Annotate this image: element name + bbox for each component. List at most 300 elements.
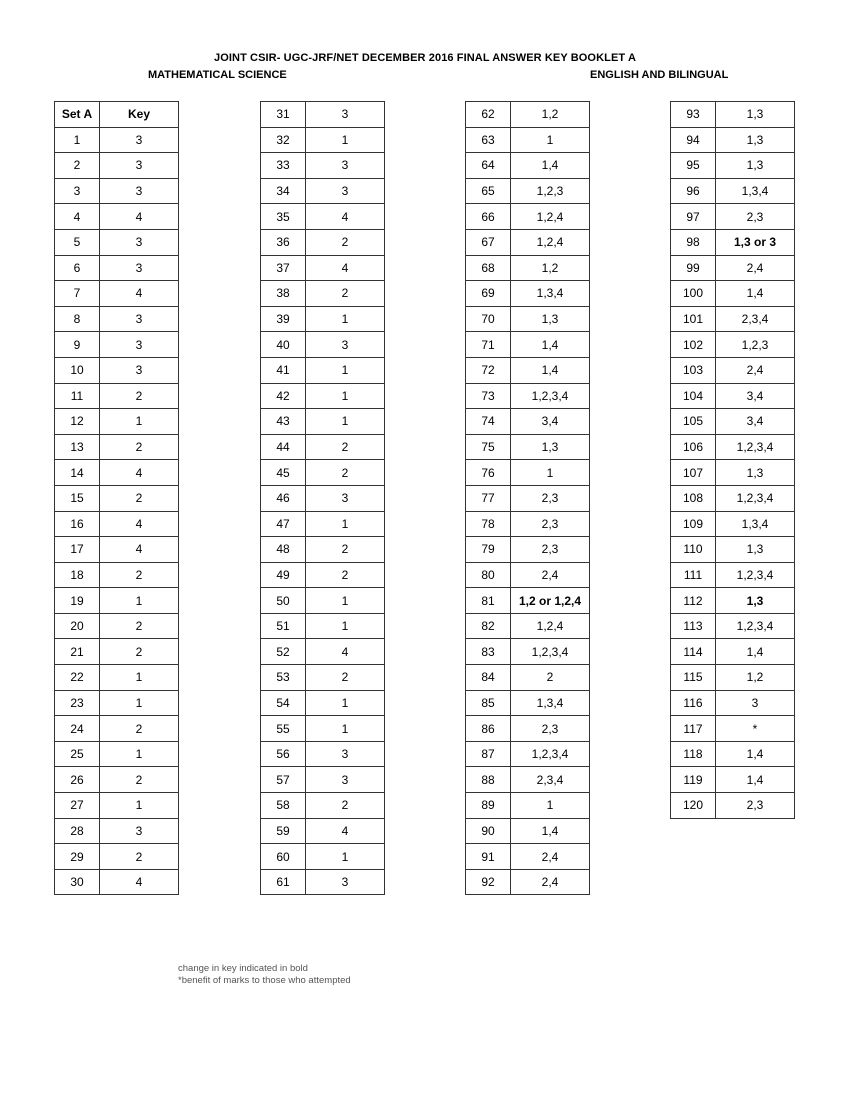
answer-key: 2 (306, 281, 385, 307)
table-row (466, 255, 590, 281)
answer-key: 3 (100, 357, 179, 383)
answer-key: 1 (100, 793, 179, 819)
answer-key: 2,3 (511, 511, 590, 537)
answer-key: 4 (100, 869, 179, 895)
answer-key: 1,2,3,4 (511, 383, 590, 409)
answer-key: 1,3 (511, 306, 590, 332)
question-number: 83 (466, 639, 511, 665)
table-row (55, 767, 179, 793)
answer-key: 1,2 (716, 665, 795, 691)
question-number: 54 (261, 690, 306, 716)
table-row (466, 204, 590, 230)
answer-key: 3,4 (716, 383, 795, 409)
table-row (671, 613, 795, 639)
table-row (55, 613, 179, 639)
question-number: 15 (55, 485, 100, 511)
answer-key: 4 (100, 460, 179, 486)
table-row (671, 511, 795, 537)
question-number: 57 (261, 767, 306, 793)
table-row (466, 690, 590, 716)
table-row (55, 511, 179, 537)
question-number: 90 (466, 818, 511, 844)
question-number: 73 (466, 383, 511, 409)
table-row (261, 869, 385, 895)
table-row (261, 229, 385, 255)
table-row (466, 511, 590, 537)
table-row (261, 255, 385, 281)
question-number: 91 (466, 844, 511, 870)
table-row (55, 639, 179, 665)
question-number: 97 (671, 204, 716, 230)
question-number: 101 (671, 306, 716, 332)
answer-key: 2 (100, 767, 179, 793)
answer-key: 3 (306, 741, 385, 767)
table-row (671, 357, 795, 383)
table-row (671, 332, 795, 358)
question-number: 21 (55, 639, 100, 665)
question-number: 67 (466, 229, 511, 255)
table-row (55, 204, 179, 230)
answer-key: 3 (306, 767, 385, 793)
answer-key: 1,3,4 (716, 178, 795, 204)
question-number: 36 (261, 229, 306, 255)
answer-key: 1 (100, 588, 179, 614)
question-number: 87 (466, 741, 511, 767)
table-row (466, 383, 590, 409)
answer-key: 2 (306, 793, 385, 819)
table-row (466, 332, 590, 358)
question-number: 110 (671, 537, 716, 563)
question-number: 7 (55, 281, 100, 307)
table-row (466, 229, 590, 255)
question-number: 49 (261, 562, 306, 588)
answer-key: 3 (100, 127, 179, 153)
table-row (261, 127, 385, 153)
answer-key: 1,2,3,4 (511, 639, 590, 665)
set-header: Set A (55, 102, 100, 128)
question-number: 120 (671, 793, 716, 819)
table-row (466, 741, 590, 767)
question-number: 103 (671, 357, 716, 383)
table-row (671, 485, 795, 511)
table-row (466, 869, 590, 895)
table-row (671, 639, 795, 665)
table-row (466, 460, 590, 486)
table-row (55, 409, 179, 435)
table-row (671, 102, 795, 128)
question-number: 12 (55, 409, 100, 435)
table-row (671, 690, 795, 716)
table-row (671, 409, 795, 435)
answer-key: 1,3 (716, 588, 795, 614)
table-row (261, 511, 385, 537)
question-number: 27 (55, 793, 100, 819)
answer-key: 1 (306, 306, 385, 332)
question-number: 100 (671, 281, 716, 307)
table-row (261, 767, 385, 793)
answer-key: 1,2,3 (716, 332, 795, 358)
question-number: 59 (261, 818, 306, 844)
question-number: 47 (261, 511, 306, 537)
table-row (466, 153, 590, 179)
table-header-row (55, 102, 179, 128)
table-row (671, 537, 795, 563)
question-number: 37 (261, 255, 306, 281)
question-number: 70 (466, 306, 511, 332)
question-number: 29 (55, 844, 100, 870)
bold-change-note: change in key indicated in bold (178, 963, 308, 974)
footnotes (178, 963, 351, 987)
question-number: 55 (261, 716, 306, 742)
answer-key: 1 (100, 690, 179, 716)
answer-key: 1,3,4 (511, 281, 590, 307)
table-row (466, 434, 590, 460)
table-row (261, 793, 385, 819)
table-row (55, 127, 179, 153)
answer-key: 1,3 (716, 127, 795, 153)
question-number: 78 (466, 511, 511, 537)
table-row (671, 793, 795, 819)
table-row (55, 255, 179, 281)
answer-key: 1,3 (511, 434, 590, 460)
table-row (466, 716, 590, 742)
question-number: 34 (261, 178, 306, 204)
table-row (671, 741, 795, 767)
answer-key: 2,3 (716, 204, 795, 230)
question-number: 14 (55, 460, 100, 486)
question-number: 68 (466, 255, 511, 281)
question-number: 50 (261, 588, 306, 614)
answer-key: 3 (100, 818, 179, 844)
table-row (55, 460, 179, 486)
answer-key-table-4 (670, 101, 795, 819)
table-row (466, 844, 590, 870)
question-number: 89 (466, 793, 511, 819)
answer-key: 1,3,4 (511, 690, 590, 716)
table-row (55, 562, 179, 588)
answer-key: 2,4 (716, 357, 795, 383)
answer-key: 2 (100, 716, 179, 742)
question-number: 19 (55, 588, 100, 614)
question-number: 119 (671, 767, 716, 793)
table-row (261, 306, 385, 332)
table-row (466, 102, 590, 128)
answer-key: 3 (100, 332, 179, 358)
answer-key: 3,4 (511, 409, 590, 435)
answer-key: 2 (306, 562, 385, 588)
question-number: 72 (466, 357, 511, 383)
question-number: 60 (261, 844, 306, 870)
subject-label: MATHEMATICAL SCIENCE (148, 69, 287, 81)
answer-key: 1,4 (716, 767, 795, 793)
question-number: 51 (261, 613, 306, 639)
answer-key: 1 (306, 357, 385, 383)
answer-key: 1,4 (511, 153, 590, 179)
answer-key: 1,3 (716, 460, 795, 486)
benefit-marks-note: *benefit of marks to those who attempted (178, 975, 351, 986)
question-number: 82 (466, 613, 511, 639)
question-number: 22 (55, 665, 100, 691)
answer-key: 1,2 (511, 255, 590, 281)
table-row (466, 588, 590, 614)
table-row (466, 281, 590, 307)
table-row (671, 588, 795, 614)
answer-key: 1,2 (511, 102, 590, 128)
answer-key: 1,3 (716, 102, 795, 128)
table-row (55, 153, 179, 179)
question-number: 35 (261, 204, 306, 230)
answer-key: 1 (306, 844, 385, 870)
question-number: 33 (261, 153, 306, 179)
question-number: 113 (671, 613, 716, 639)
question-number: 102 (671, 332, 716, 358)
question-number: 63 (466, 127, 511, 153)
question-number: 58 (261, 793, 306, 819)
answer-key: 1,4 (511, 818, 590, 844)
answer-key: 1,2,3,4 (716, 613, 795, 639)
answer-key: 2 (306, 229, 385, 255)
answer-key: 1,2,4 (511, 204, 590, 230)
table-row (671, 562, 795, 588)
answer-key: 1,3 (716, 153, 795, 179)
answer-key-table-3 (465, 101, 590, 895)
question-number: 61 (261, 869, 306, 895)
answer-key: 3 (100, 255, 179, 281)
table-row (55, 383, 179, 409)
question-number: 93 (671, 102, 716, 128)
table-row (671, 178, 795, 204)
answer-key: 1 (306, 613, 385, 639)
answer-key: 1 (511, 127, 590, 153)
answer-key: 1,2,3,4 (716, 562, 795, 588)
answer-key: 1,2,4 (511, 613, 590, 639)
table-row (55, 229, 179, 255)
table-row (261, 102, 385, 128)
table-row (55, 869, 179, 895)
answer-key: 3 (306, 332, 385, 358)
question-number: 108 (671, 485, 716, 511)
table-row (55, 690, 179, 716)
answer-key: 2 (100, 434, 179, 460)
answer-key: 3 (306, 485, 385, 511)
table-row (55, 485, 179, 511)
table-row (671, 153, 795, 179)
answer-key: 1,2 or 1,2,4 (511, 588, 590, 614)
answer-key: 1 (306, 383, 385, 409)
answer-key: 2 (100, 383, 179, 409)
table-row (671, 665, 795, 691)
table-row (261, 537, 385, 563)
question-number: 112 (671, 588, 716, 614)
answer-key: 3 (716, 690, 795, 716)
answer-key: 4 (306, 639, 385, 665)
medium-label: ENGLISH AND BILINGUAL (590, 69, 729, 81)
question-number: 16 (55, 511, 100, 537)
table-row (466, 767, 590, 793)
table-row (671, 716, 795, 742)
question-number: 92 (466, 869, 511, 895)
table-row (55, 332, 179, 358)
answer-key: 2 (511, 665, 590, 691)
answer-key: 2 (306, 434, 385, 460)
question-number: 62 (466, 102, 511, 128)
answer-key: 1 (511, 793, 590, 819)
table-row (261, 690, 385, 716)
document-title: JOINT CSIR- UGC-JRF/NET DECEMBER 2016 FINAL ANSWER KEY BOOKLET A (214, 52, 636, 64)
answer-key: 1,4 (511, 357, 590, 383)
answer-key: * (716, 716, 795, 742)
question-number: 24 (55, 716, 100, 742)
question-number: 11 (55, 383, 100, 409)
table-row (671, 127, 795, 153)
question-number: 30 (55, 869, 100, 895)
answer-key: 2,3 (716, 793, 795, 819)
answer-key: 2 (306, 665, 385, 691)
table-row (671, 460, 795, 486)
table-row (261, 562, 385, 588)
question-number: 17 (55, 537, 100, 563)
question-number: 79 (466, 537, 511, 563)
table-row (261, 153, 385, 179)
table-row (261, 588, 385, 614)
answer-key: 2,4 (511, 844, 590, 870)
question-number: 38 (261, 281, 306, 307)
question-number: 105 (671, 409, 716, 435)
table-row (55, 434, 179, 460)
question-number: 80 (466, 562, 511, 588)
answer-key: 1,2,3,4 (511, 741, 590, 767)
question-number: 31 (261, 102, 306, 128)
table-row (671, 306, 795, 332)
answer-key: 1 (100, 665, 179, 691)
question-number: 74 (466, 409, 511, 435)
answer-key: 2,4 (511, 869, 590, 895)
answer-key: 1 (511, 460, 590, 486)
answer-key: 2 (306, 460, 385, 486)
question-number: 76 (466, 460, 511, 486)
answer-key: 3 (100, 178, 179, 204)
question-number: 32 (261, 127, 306, 153)
answer-key: 2 (100, 613, 179, 639)
question-number: 4 (55, 204, 100, 230)
question-number: 39 (261, 306, 306, 332)
question-number: 117 (671, 716, 716, 742)
table-row (261, 485, 385, 511)
answer-key: 4 (100, 281, 179, 307)
question-number: 107 (671, 460, 716, 486)
table-row (466, 818, 590, 844)
answer-key: 2,4 (511, 562, 590, 588)
answer-key: 1 (306, 690, 385, 716)
answer-key: 1 (306, 511, 385, 537)
question-number: 13 (55, 434, 100, 460)
answer-key: 4 (100, 511, 179, 537)
question-number: 66 (466, 204, 511, 230)
table-row (261, 357, 385, 383)
table-row (55, 588, 179, 614)
question-number: 65 (466, 178, 511, 204)
question-number: 40 (261, 332, 306, 358)
answer-key: 4 (306, 204, 385, 230)
question-number: 46 (261, 485, 306, 511)
answer-key: 1,2,4 (511, 229, 590, 255)
answer-key: 3 (100, 229, 179, 255)
answer-key: 2,3,4 (716, 306, 795, 332)
table-row (466, 537, 590, 563)
answer-key: 2 (100, 485, 179, 511)
answer-key: 2 (100, 639, 179, 665)
question-number: 2 (55, 153, 100, 179)
question-number: 20 (55, 613, 100, 639)
answer-key: 1 (100, 409, 179, 435)
table-row (55, 741, 179, 767)
table-row (55, 178, 179, 204)
table-row (55, 716, 179, 742)
question-number: 81 (466, 588, 511, 614)
answer-key: 4 (306, 255, 385, 281)
answer-key: 3 (306, 153, 385, 179)
table-row (55, 537, 179, 563)
question-number: 42 (261, 383, 306, 409)
question-number: 52 (261, 639, 306, 665)
table-row (261, 741, 385, 767)
table-row (466, 127, 590, 153)
table-row (261, 665, 385, 691)
question-number: 106 (671, 434, 716, 460)
answer-key: 2,3 (511, 485, 590, 511)
answer-key: 2 (100, 562, 179, 588)
answer-key: 2,3 (511, 537, 590, 563)
table-row (261, 613, 385, 639)
question-number: 18 (55, 562, 100, 588)
table-row (261, 818, 385, 844)
answer-key: 1 (100, 741, 179, 767)
question-number: 88 (466, 767, 511, 793)
table-row (55, 818, 179, 844)
table-row (261, 178, 385, 204)
answer-key: 2,4 (716, 255, 795, 281)
table-row (466, 357, 590, 383)
question-number: 44 (261, 434, 306, 460)
answer-key: 1,4 (716, 639, 795, 665)
question-number: 115 (671, 665, 716, 691)
table-row (466, 306, 590, 332)
question-number: 26 (55, 767, 100, 793)
answer-key: 3 (306, 869, 385, 895)
question-number: 10 (55, 357, 100, 383)
table-row (671, 281, 795, 307)
question-number: 6 (55, 255, 100, 281)
table-row (261, 383, 385, 409)
question-number: 109 (671, 511, 716, 537)
answer-key: 3 (100, 306, 179, 332)
table-row (466, 485, 590, 511)
question-number: 43 (261, 409, 306, 435)
answer-key: 4 (100, 204, 179, 230)
answer-key: 4 (100, 537, 179, 563)
answer-key: 1,4 (716, 281, 795, 307)
question-number: 3 (55, 178, 100, 204)
answer-key: 1,3,4 (716, 511, 795, 537)
answer-key: 1,2,3 (511, 178, 590, 204)
table-row (55, 665, 179, 691)
answer-key: 3 (306, 102, 385, 128)
question-number: 96 (671, 178, 716, 204)
question-number: 45 (261, 460, 306, 486)
table-row (55, 793, 179, 819)
table-row (55, 357, 179, 383)
table-row (55, 306, 179, 332)
